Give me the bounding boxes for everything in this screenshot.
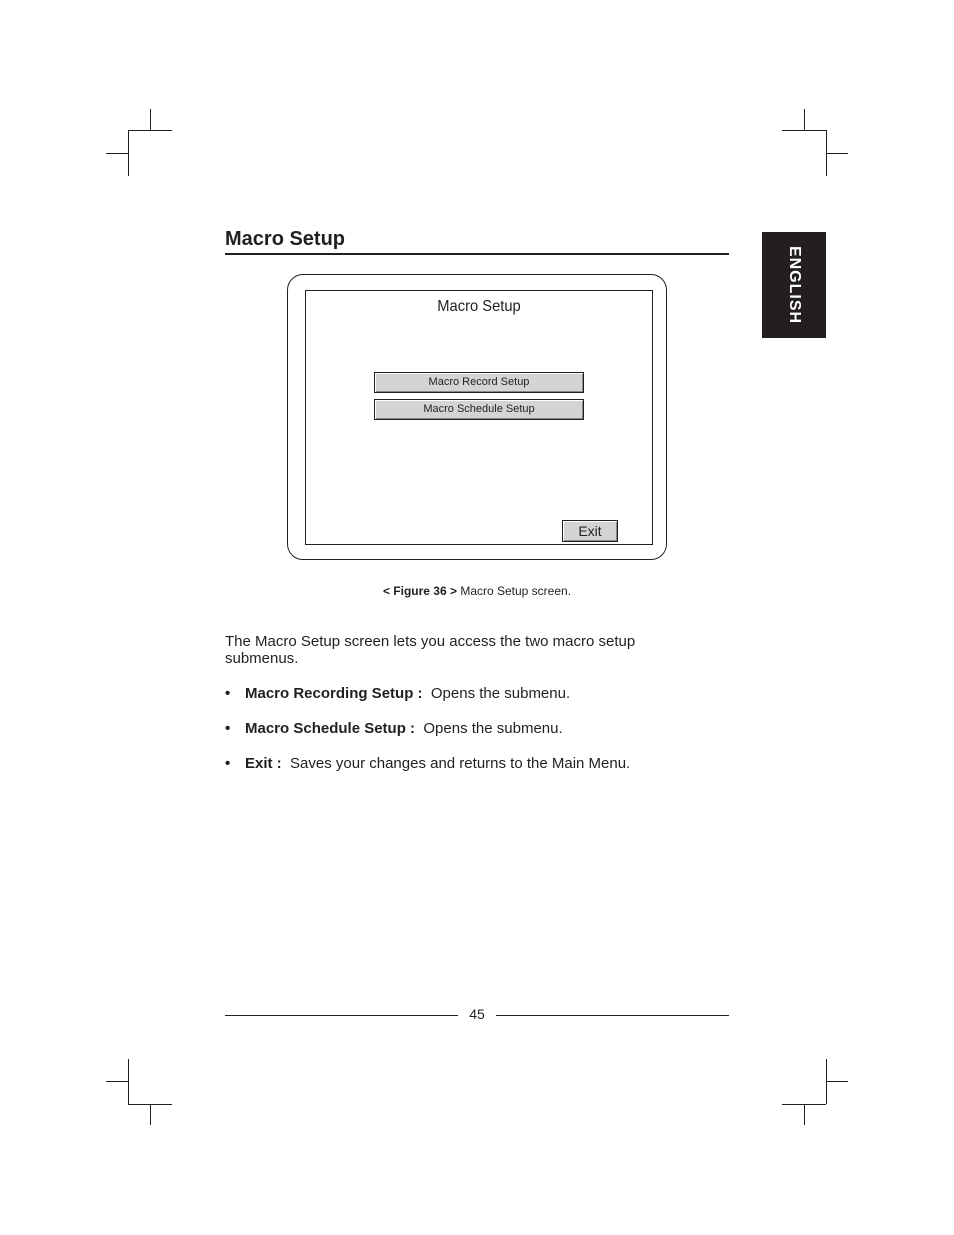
- macro-schedule-setup-button[interactable]: Macro Schedule Setup: [374, 399, 584, 420]
- bullet-marker: •: [225, 755, 231, 772]
- bullet-term: Macro Schedule Setup :: [245, 720, 416, 737]
- figure-caption-text: Macro Setup screen.: [456, 584, 572, 598]
- page-number: 45: [469, 1006, 485, 1022]
- footer-rule-right: [496, 1015, 729, 1016]
- bullet-marker: •: [225, 720, 231, 737]
- exit-button[interactable]: Exit: [562, 520, 618, 542]
- bullet-description: Saves your changes and returns to the Main Menu.: [290, 755, 631, 772]
- section-title: Macro Setup: [225, 228, 346, 250]
- macro-record-setup-button[interactable]: Macro Record Setup: [374, 372, 584, 393]
- bullet-description: Opens the submenu.: [430, 685, 571, 702]
- figure-label: < Figure 36 >: [382, 584, 457, 598]
- bullet-item: [225, 720, 563, 737]
- footer-rule-left: [225, 1015, 458, 1016]
- language-tab-label: ENGLISH: [786, 245, 803, 325]
- language-tab: [762, 232, 826, 338]
- screen-title: Macro Setup: [437, 298, 521, 315]
- bullet-item: [225, 685, 570, 702]
- bullet-description: Opens the submenu.: [423, 720, 563, 737]
- intro-paragraph: The Macro Setup screen lets you access the two macro setup submenus.: [225, 633, 636, 667]
- figure-caption: [225, 584, 729, 598]
- bullet-term: Macro Recording Setup :: [245, 685, 423, 702]
- bullet-marker: •: [225, 685, 231, 702]
- bullet-term: Exit :: [245, 755, 282, 772]
- section-divider: [225, 253, 729, 255]
- bullet-item: [225, 755, 630, 772]
